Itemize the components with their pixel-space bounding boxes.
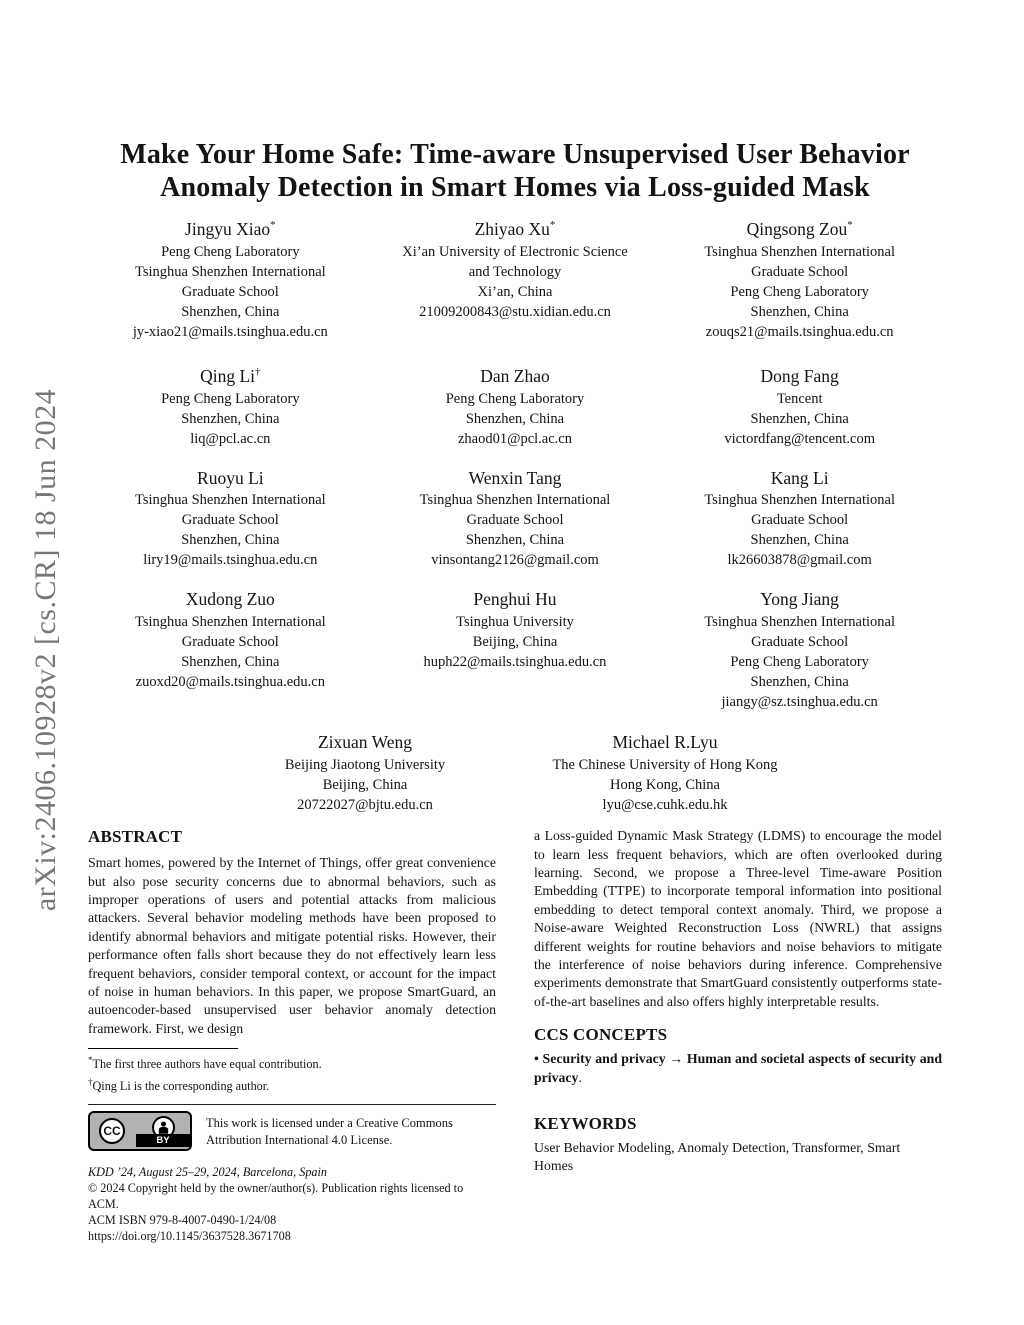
author-location: Shenzhen, China bbox=[465, 410, 565, 427]
author-dan-zhao bbox=[373, 361, 658, 449]
author-name: Qingsong Zou* bbox=[746, 218, 853, 239]
footnote-marker: * bbox=[88, 1055, 93, 1066]
author-name: Kang Li bbox=[770, 467, 829, 488]
author-affiliation: Tsinghua Shenzhen International bbox=[135, 263, 326, 280]
author-location: Beijing, China bbox=[472, 634, 558, 651]
author-affiliation: Tsinghua Shenzhen International bbox=[704, 243, 895, 260]
footnote-corresponding-author: †Qing Li is the corresponding author. bbox=[88, 1076, 270, 1093]
author-zhiyao-xu bbox=[373, 214, 658, 342]
license-text: This work is licensed under a Creative Commons Attribution International 4.0 License. bbox=[206, 1116, 453, 1148]
ccs-concepts-heading: CCS CONCEPTS bbox=[534, 1025, 668, 1045]
author-email: huph22@mails.tsinghua.edu.cn bbox=[423, 654, 607, 671]
author-location: Shenzhen, China bbox=[181, 654, 280, 671]
title-line-2: Anomaly Detection in Smart Homes via Loss-guided Mask bbox=[160, 172, 870, 203]
author-location: Shenzhen, China bbox=[750, 674, 849, 691]
author-affiliation: Peng Cheng Laboratory bbox=[730, 654, 869, 671]
left-column bbox=[88, 827, 496, 1244]
author-affiliation: Beijing Jiaotong University bbox=[284, 757, 446, 774]
author-affiliation: Tsinghua Shenzhen International bbox=[135, 614, 326, 631]
author-row-5 bbox=[88, 727, 942, 815]
author-email: 20722027@bjtu.edu.cn bbox=[297, 797, 433, 814]
author-location: Shenzhen, China bbox=[181, 303, 280, 320]
author-affiliation: Tsinghua Shenzhen International bbox=[704, 614, 895, 631]
author-affiliation: Tsinghua Shenzhen International bbox=[135, 492, 326, 509]
author-name: Zixuan Weng bbox=[317, 732, 412, 753]
column-divider-rule bbox=[88, 1104, 496, 1105]
author-name: Dong Fang bbox=[760, 365, 839, 386]
author-xudong-zuo bbox=[88, 584, 373, 712]
author-name: Michael R.Lyu bbox=[612, 732, 718, 753]
author-affiliation: Peng Cheng Laboratory bbox=[161, 243, 300, 260]
author-affiliation: Peng Cheng Laboratory bbox=[730, 283, 869, 300]
author-name: Zhiyao Xu* bbox=[474, 218, 556, 239]
author-ruoyu-li bbox=[88, 463, 373, 571]
author-dong-fang bbox=[657, 361, 942, 449]
author-affiliation: Peng Cheng Laboratory bbox=[445, 390, 585, 407]
author-affiliation: Graduate School bbox=[466, 512, 564, 529]
title-line-1: Make Your Home Safe: Time-aware Unsupervised User Behavior bbox=[120, 139, 910, 170]
arxiv-watermark: arXiv:2406.10928v2 [cs.CR] 18 Jun 2024 bbox=[29, 388, 62, 912]
author-location: Hong Kong, China bbox=[610, 777, 720, 794]
author-affiliation: The Chinese University of Hong Kong bbox=[552, 757, 778, 774]
author-affiliation: Graduate School bbox=[181, 634, 279, 651]
author-affiliation: Tsinghua University bbox=[456, 614, 574, 631]
copyright-line: © 2024 Copyright held by the owner/author(s). Publication rights licensed to ACM. bbox=[88, 1181, 464, 1212]
author-location: Shenzhen, China bbox=[465, 532, 565, 549]
conference-venue: KDD ’24, August 25–29, 2024, Barcelona, Spain bbox=[88, 1165, 328, 1180]
author-name: Penghui Hu bbox=[473, 589, 557, 610]
author-email: zouqs21@mails.tsinghua.edu.cn bbox=[705, 323, 894, 340]
author-location: Beijing, China bbox=[322, 777, 408, 794]
abstract-paragraph-right: a Loss-guided Dynamic Mask Strategy (LDMS) to encourage the model to learn less frequent behaviors, which are often overlooked during learning. Second, we propose a Three-level Time-aware Position Embedding (TTPE) to incorporate temporal information into positional embedding to detect temporal context anomaly. Third, we propose a Noise-aware Weighted Reconstruction Loss (NWRL) that assigns different weights for routine behaviors and noise behaviors to mitigate the interference of noise behaviors during inference. Comprehensive experiments demonstrate that SmartGuard consistently outperforms state-of-the-art baselines and also offers highly interpretable results. bbox=[534, 828, 942, 1009]
author-affiliation: Tencent bbox=[776, 390, 823, 407]
author-email: jy-xiao21@mails.tsinghua.edu.cn bbox=[132, 323, 328, 340]
author-location: Shenzhen, China bbox=[181, 532, 280, 549]
author-email: vinsontang2126@gmail.com bbox=[431, 552, 599, 569]
doi-link[interactable]: https://doi.org/10.1145/3637528.3671708 bbox=[88, 1229, 291, 1244]
two-column-body bbox=[88, 827, 942, 1244]
footnotes bbox=[88, 1052, 496, 1095]
author-email: lyu@cse.cuhk.edu.hk bbox=[602, 797, 728, 814]
author-penghui-hu bbox=[373, 584, 658, 712]
author-email: victordfang@tencent.com bbox=[724, 430, 875, 447]
footnote-marker: * bbox=[549, 219, 556, 231]
ccs-subcategory: Human and societal aspects of security and privacy bbox=[534, 1051, 943, 1085]
author-name: Jingyu Xiao* bbox=[185, 218, 276, 239]
author-affiliation: Peng Cheng Laboratory bbox=[161, 390, 300, 407]
author-email: liry19@mails.tsinghua.edu.cn bbox=[143, 552, 318, 569]
author-affiliation: Tsinghua Shenzhen International bbox=[419, 492, 611, 509]
page-title bbox=[88, 138, 942, 204]
author-location: Shenzhen, China bbox=[750, 303, 849, 320]
author-zixuan-weng bbox=[215, 727, 515, 815]
license-row bbox=[88, 1111, 496, 1151]
author-name: Yong Jiang bbox=[760, 589, 839, 610]
author-location: Shenzhen, China bbox=[181, 410, 280, 427]
author-location: Shenzhen, China bbox=[750, 410, 849, 427]
right-column bbox=[534, 827, 942, 1244]
author-name: Wenxin Tang bbox=[468, 467, 562, 488]
author-email: lk26603878@gmail.com bbox=[727, 552, 872, 569]
author-qingsong-zou bbox=[657, 214, 942, 342]
author-michael-lyu bbox=[515, 727, 815, 815]
abstract-paragraph-left: Smart homes, powered by the Internet of Things, offer great convenience but also pose security concerns due to abnormal behaviors, such as improper operations of users and potential attacks from malicious attackers. Several behavior modeling methods have been proposed to identify abnormal behaviors and mitigate potential risks. However, their performance often falls short because they do not effectively learn less frequent behaviors, consider temporal context, or account for the impact of noise in human behaviors. In this paper, we propose SmartGuard, an autoencoder-based unsupervised user behavior anomaly detection framework. First, we design bbox=[88, 855, 496, 1036]
author-location: Xi’an, China bbox=[477, 283, 553, 300]
author-row-1 bbox=[88, 214, 942, 342]
ccs-category: Security and privacy bbox=[542, 1051, 666, 1067]
paper-content bbox=[88, 0, 942, 1244]
footnote-equal-contribution: *The first three authors have equal contribution. bbox=[88, 1055, 322, 1072]
author-kang-li bbox=[657, 463, 942, 571]
author-affiliation: Graduate School bbox=[751, 263, 849, 280]
cc-icon: CC bbox=[99, 1118, 125, 1144]
footnote-marker: † bbox=[255, 365, 261, 378]
abstract-heading: ABSTRACT bbox=[88, 827, 183, 847]
cc-by-badge bbox=[88, 1111, 192, 1151]
author-row-3 bbox=[88, 463, 942, 571]
isbn-line: ACM ISBN 979-8-4007-0490-1/24/08 bbox=[88, 1213, 277, 1228]
author-qing-li bbox=[88, 361, 373, 449]
author-name: Xudong Zuo bbox=[185, 589, 275, 610]
author-name: Qing Li† bbox=[200, 365, 261, 386]
footnote-separator bbox=[88, 1048, 238, 1049]
keywords-text: User Behavior Modeling, Anomaly Detection, Transformer, Smart Homes bbox=[534, 1140, 901, 1174]
footnote-marker: * bbox=[270, 219, 276, 231]
author-affiliation: Xi’an University of Electronic Science bbox=[402, 243, 628, 260]
ccs-concepts-text: • Security and privacy → Human and societal aspects of security and privacy. bbox=[534, 1051, 943, 1085]
author-email: zuoxd20@mails.tsinghua.edu.cn bbox=[135, 674, 325, 691]
author-email: jiangy@sz.tsinghua.edu.cn bbox=[721, 694, 878, 711]
author-affiliation: Graduate School bbox=[181, 512, 279, 529]
author-affiliation: and Technology bbox=[468, 263, 562, 280]
author-location: Shenzhen, China bbox=[750, 532, 849, 549]
footnote-marker: † bbox=[88, 1076, 93, 1087]
keywords-heading: KEYWORDS bbox=[534, 1114, 637, 1134]
author-affiliation: Graduate School bbox=[751, 512, 849, 529]
author-email: 21009200843@stu.xidian.edu.cn bbox=[419, 303, 611, 320]
conference-block bbox=[88, 1164, 496, 1244]
author-yong-jiang bbox=[657, 584, 942, 712]
author-name: Dan Zhao bbox=[480, 365, 550, 386]
author-row-4 bbox=[88, 584, 942, 712]
arrow-icon: → bbox=[665, 1051, 687, 1067]
author-affiliation: Graduate School bbox=[751, 634, 849, 651]
author-email: liq@pcl.ac.cn bbox=[190, 430, 271, 447]
author-affiliation: Tsinghua Shenzhen International bbox=[704, 492, 895, 509]
author-affiliation: Graduate School bbox=[181, 283, 279, 300]
author-row-2 bbox=[88, 361, 942, 449]
author-jingyu-xiao bbox=[88, 214, 373, 342]
cc-by-label: BY bbox=[136, 1134, 190, 1147]
author-email: zhaod01@pcl.ac.cn bbox=[457, 430, 572, 447]
footnote-marker: * bbox=[847, 219, 853, 231]
author-wenxin-tang bbox=[373, 463, 658, 571]
author-name: Ruoyu Li bbox=[197, 467, 264, 488]
